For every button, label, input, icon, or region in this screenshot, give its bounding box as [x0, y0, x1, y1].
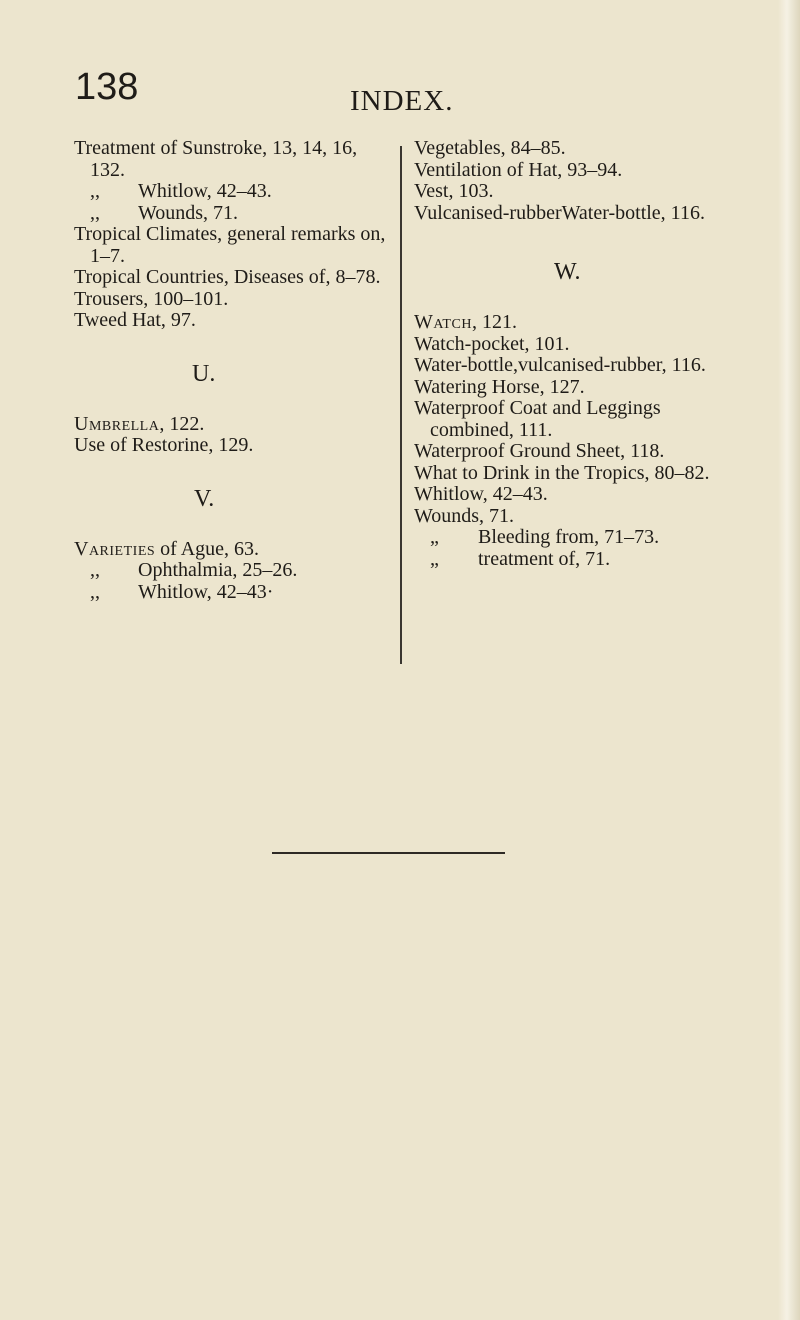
subentry-text: Wounds, 71. — [138, 201, 239, 224]
entry-head: Varieties — [74, 537, 156, 560]
page-number: 138 — [75, 66, 139, 108]
subentry-text: Bleeding from, 71–73. — [478, 526, 660, 548]
index-entry: Whitlow, 42–43. — [414, 483, 548, 505]
subentry-text: Whitlow, 42–43. — [138, 180, 272, 202]
index-subentry — [74, 560, 392, 582]
index-column-right — [414, 138, 739, 570]
index-subentry — [414, 549, 739, 571]
index-entry: Watering Horse, 127. — [414, 375, 585, 398]
page-spine-shadow — [778, 0, 800, 1320]
index-entry: Treatment of Sunstroke, 13, 14, 16, 132. — [74, 137, 358, 181]
ditto-mark: ,, — [90, 201, 100, 224]
index-entry: What to Drink in the Tropics, 80–82. — [414, 461, 710, 484]
subentry-text: Whitlow, 42–43· — [138, 580, 274, 603]
index-entry: Tweed Hat, 97. — [74, 309, 196, 331]
entry-head: Watch — [414, 311, 472, 333]
entry-rest: of Ague, 63. — [155, 537, 260, 560]
index-entry — [414, 312, 739, 334]
subentry-text: treatment of, 71. — [478, 547, 611, 570]
index-entry: Water-bottle,vulcanised-rubber, 116. — [414, 354, 706, 376]
page-heading: INDEX. — [350, 85, 454, 117]
subentry-text: Ophthalmia, 25–26. — [138, 559, 298, 581]
index-entry: Vest, 103. — [414, 180, 494, 202]
ditto-mark: „ — [430, 547, 439, 570]
section-letter-w: W. — [554, 259, 581, 285]
index-entry — [74, 539, 392, 561]
index-entry: Vulcanised-rubberWater-bottle, 116. — [414, 201, 705, 224]
index-subentry — [414, 527, 739, 549]
column-divider — [400, 146, 402, 664]
index-entry: Vegetables, 84–85. — [414, 137, 566, 159]
index-entry: Use of Restorine, 129. — [74, 434, 254, 456]
ditto-mark: ,, — [90, 580, 100, 603]
index-entry: Watch-pocket, 101. — [414, 332, 570, 355]
index-entry: Wounds, 71. — [414, 504, 515, 527]
index-entry: Tropical Countries, Diseases of, 8–78. — [74, 266, 381, 288]
ditto-mark: ,, — [90, 559, 100, 581]
index-subentry — [74, 582, 392, 604]
entry-rest: , 122. — [159, 412, 205, 435]
index-entry: Waterproof Coat and Leggings combined, 111. — [414, 397, 661, 441]
index-subentry — [74, 203, 392, 225]
section-letter-v: V. — [194, 485, 215, 512]
index-entry: Waterproof Ground Sheet, 118. — [414, 440, 665, 462]
ditto-mark: „ — [430, 526, 439, 548]
index-entry — [74, 414, 392, 436]
index-subentry — [74, 181, 392, 203]
index-column-left — [74, 138, 392, 603]
index-entry: Tropical Climates, general remarks on, 1–7. — [74, 223, 386, 267]
entry-head: Umbrella — [74, 412, 160, 435]
index-entry: Ventilation of Hat, 93–94. — [414, 158, 623, 181]
end-rule — [272, 852, 505, 854]
entry-rest: , 121. — [471, 311, 517, 333]
section-letter-u: U. — [192, 360, 216, 387]
ditto-mark: ,, — [90, 180, 100, 202]
index-entry: Trousers, 100–101. — [74, 287, 229, 310]
